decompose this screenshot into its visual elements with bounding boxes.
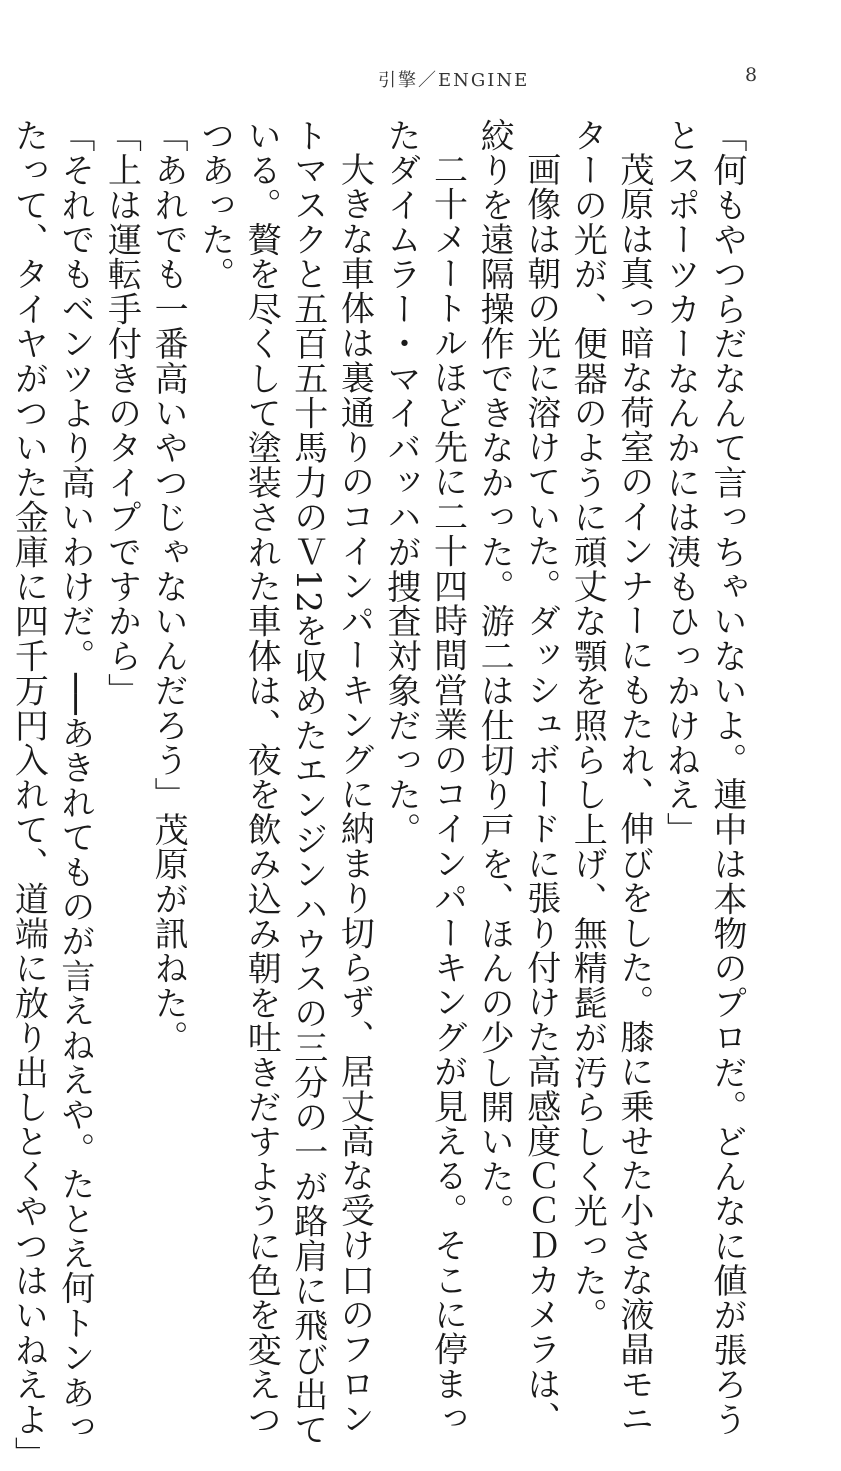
text-line: 大きな車体は裏通りのコインパーキングに納まり切らず、居丈高な受け口のフロン xyxy=(334,152,375,1436)
text-line: つあった。 xyxy=(194,118,235,292)
text-line: 「あれでも一番高いやつじゃないんだろう」茂原が訊ねた。 xyxy=(148,118,189,1055)
text-line: 「それでもベンツより高いわけだ。──あきれてものが言えねえや。たとえ何トンあっ xyxy=(54,118,95,1445)
text-line: 絞りを遠隔操作できなかった。游二は仕切り戸を、ほんの少し開いた。 xyxy=(474,118,515,1229)
text-line: たって、タイヤがついた金庫に四千万円入れて、道端に放り出しとくやつはいねえよ」 xyxy=(8,118,49,1471)
text-line: 二十メートルほど先に二十四時間営業のコインパーキングが見える。そこに停まっ xyxy=(427,152,468,1436)
text-line: とスポーツカーなんかには洟もひっかけねえ」 xyxy=(660,118,701,847)
text-line: 画像は朝の光に溶けていた。ダッシュボードに張り付けた高感度ＣＣＤカメラは、 xyxy=(520,152,561,1436)
text-line: トマスクと五百五十馬力のＶ12を収めたエンジンハウスの三分の一が路肩に飛び出て xyxy=(287,118,328,1447)
text-line: 「上は運転手付きのタイプですから」 xyxy=(101,118,142,708)
running-head: 引擎／ENGINE xyxy=(378,70,530,91)
vertical-text-body xyxy=(8,118,750,1471)
text-line: 「何もやつらだなんて言っちゃいないよ。連中は本物のプロだ。どんなに値が張ろう xyxy=(707,118,747,1437)
text-line: たダイムラー・マイバッハが捜査対象だった。 xyxy=(380,118,421,847)
text-line: いる。贅を尽くして塗装された車体は、夜を飲み込み朝を吐きだすように色を変えつ xyxy=(241,118,282,1437)
text-line: 茂原は真っ暗な荷室のインナーにもたれ、伸びをした。膝に乗せた小さな液晶モニ xyxy=(613,152,654,1436)
page-number: 8 xyxy=(745,64,758,86)
text-line: ターの光が、便器のように頑丈な顎を照らし上げ、無精髭が汚らしく光った。 xyxy=(567,118,608,1333)
